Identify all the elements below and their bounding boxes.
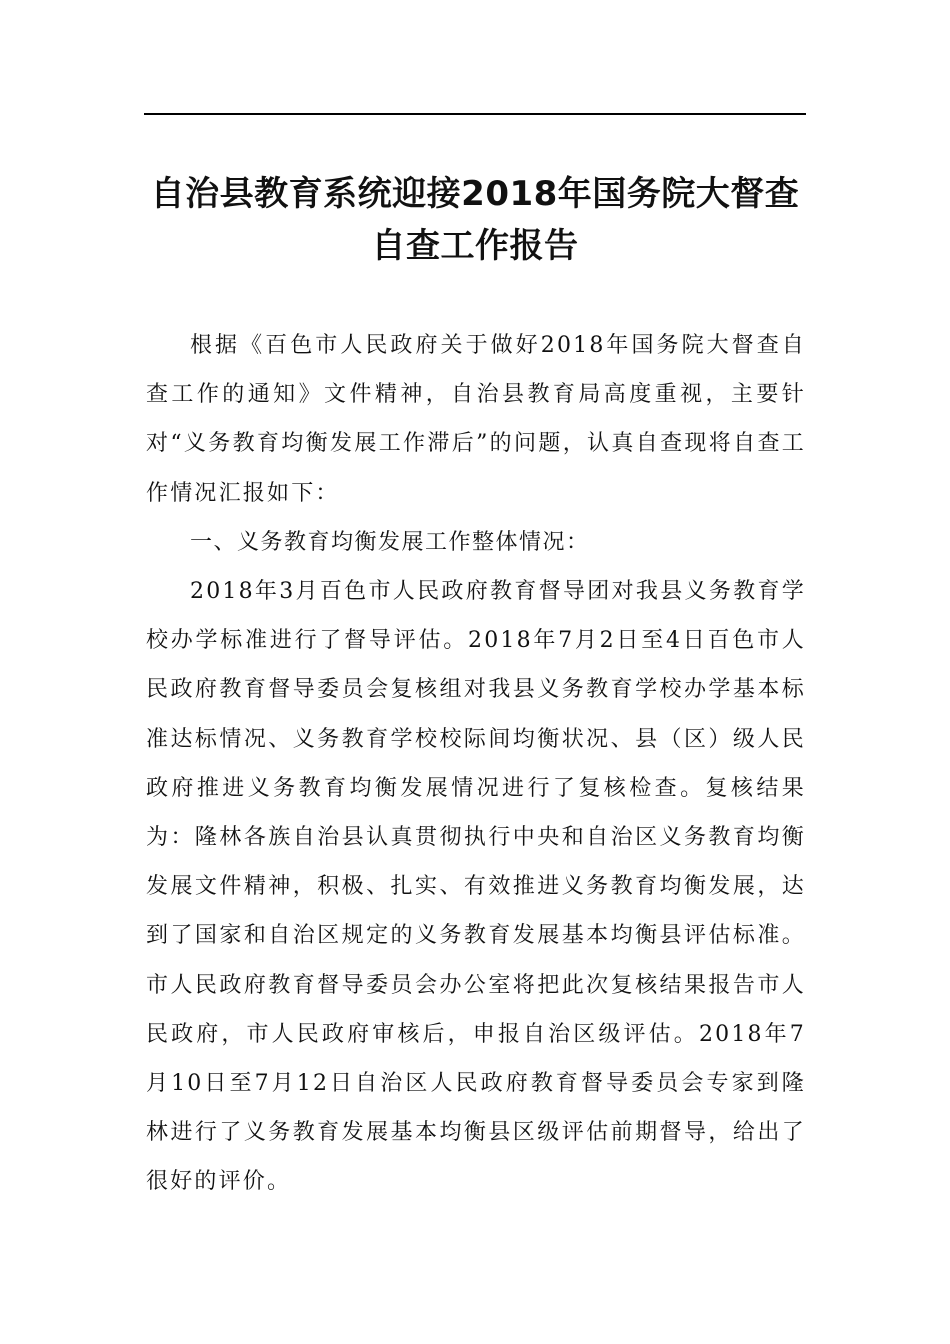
section-heading-1: 一、义务教育均衡发展工作整体情况： [190, 529, 590, 555]
header-rule [144, 113, 806, 115]
section-1-paragraph: 2018年3月百色市人民政府教育督导团对我县义务教育学校办学标准进行了督导评估。2018年7月2日至4日百色市人民政府教育督导委员会复核组对我县义务教育学校办学基本标准达标情况、义务教育学校校际间均衡状况、县（区）级人民政府推进义务教育均衡发展情况进行了复核检查。复核结果为：隆林各族自治县认真贯彻执行中央和自治区义务教育均衡发展文件精神，积极、扎实、有效推进义务教育均衡发展，达到了国家和自治区规定的义务教育发展基本均衡县评估标准。市人民政府教育督导委员会办公室将把此次复核结果报告市人民政府，市人民政府审核后，申报自治区级评估。2018年7月10日至7月12日自治区人民政府教育督导委员会专家到隆林进行了义务教育发展基本均衡县区级评估前期督导，给出了很好的评价。 [146, 579, 806, 1195]
intro-paragraph: 根据《百色市人民政府关于做好2018年国务院大督查自查工作的通知》文件精神，自治县教育局高度重视，主要针对“义务教育均衡发展工作滞后”的问题，认真自查现将自查工作情况汇报如下： [146, 333, 806, 506]
document-title [120, 168, 830, 272]
document-body [146, 321, 806, 1207]
title-line-2: 自查工作报告 [371, 226, 579, 266]
title-line-1: 自治县教育系统迎接2018年国务院大督查 [150, 174, 800, 214]
